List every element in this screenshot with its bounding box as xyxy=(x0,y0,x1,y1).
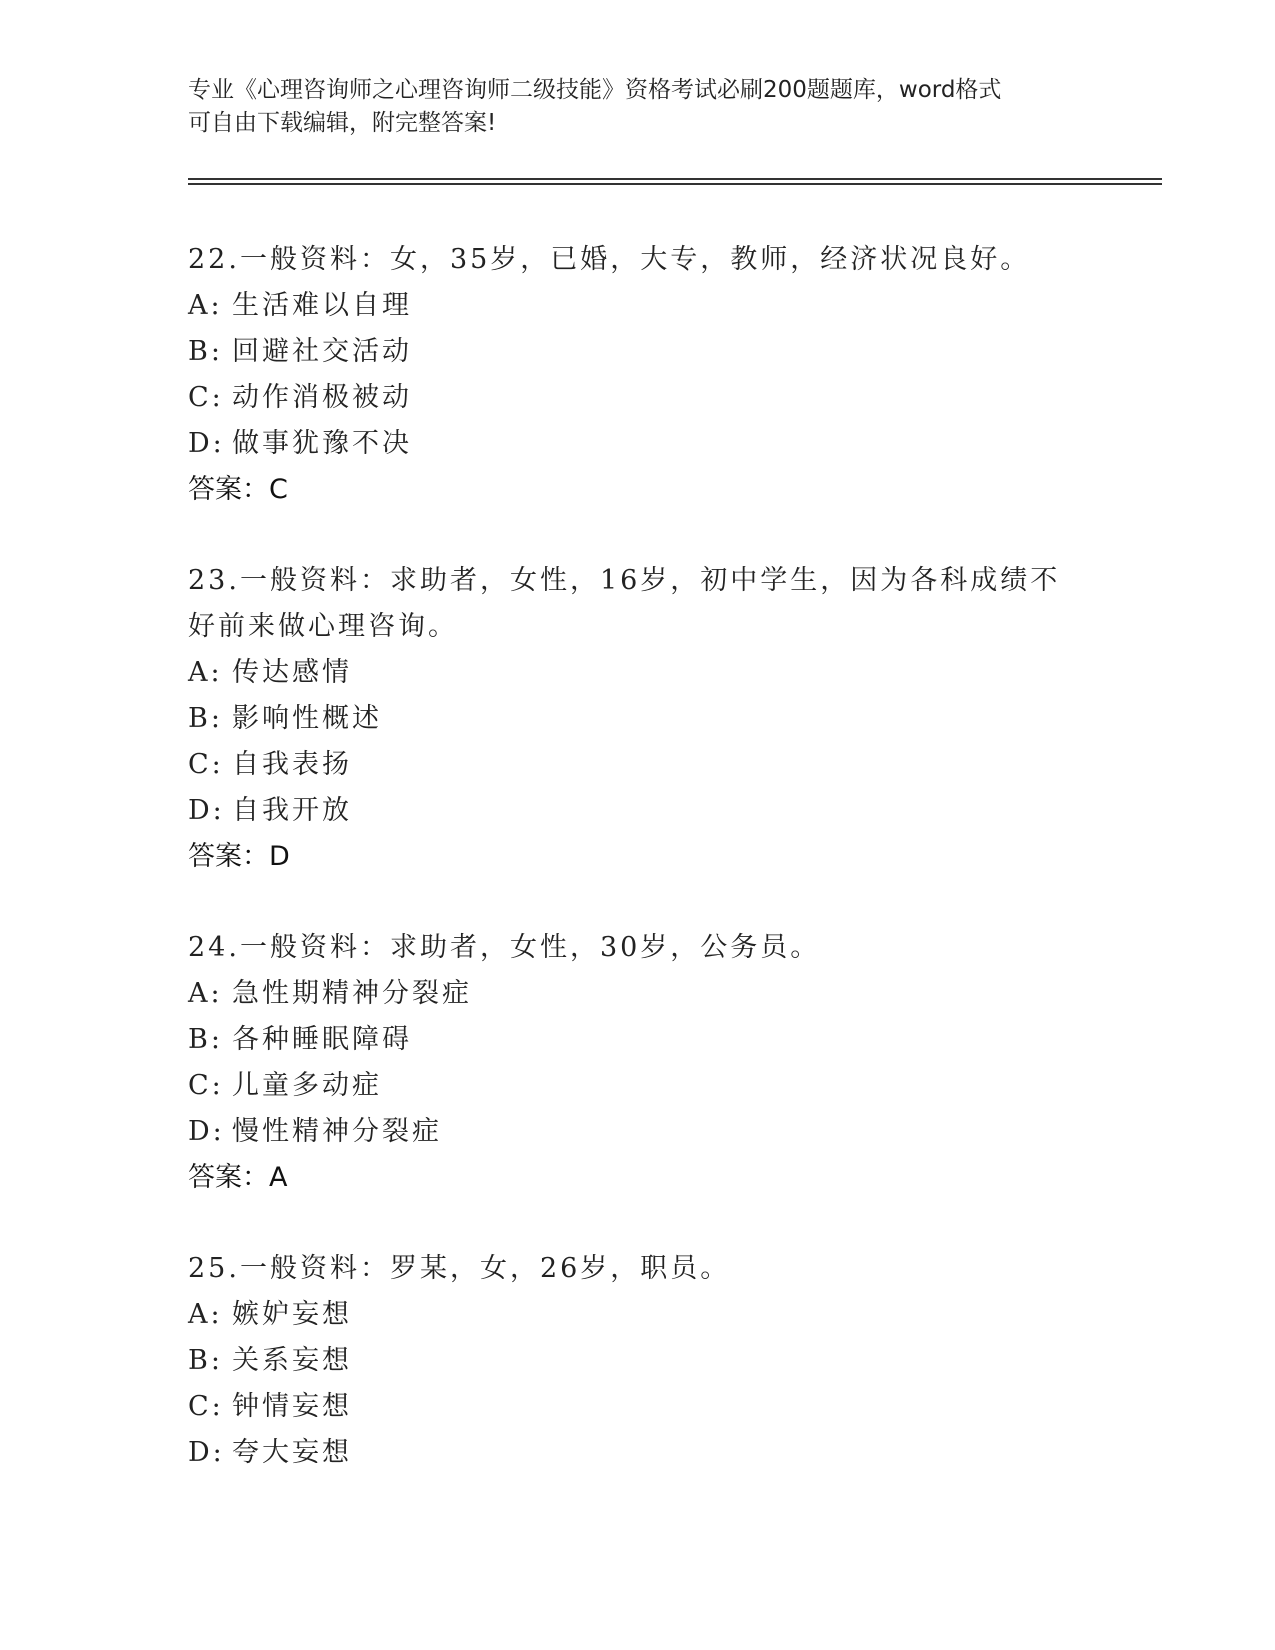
question-stem: 23.一般资料：求助者，女性，16岁，初中学生，因为各科成绩不好前来做心理咨询。 xyxy=(188,565,1061,642)
option-text: 回避社交活动 xyxy=(232,336,412,367)
option-d xyxy=(188,421,1148,467)
header-line-1: 专业《心理咨询师之心理咨询师二级技能》资格考试必刷200题题库，word格式 xyxy=(188,77,1002,103)
option-text: 自我开放 xyxy=(232,795,352,826)
answer-line: 答案：D xyxy=(188,841,290,872)
option-text: 生活难以自理 xyxy=(232,290,412,321)
option-b xyxy=(188,696,1148,742)
question-stem: 22.一般资料：女，35岁，已婚，大专，教师，经济状况良好。 xyxy=(188,244,1031,275)
option-d xyxy=(188,1430,1148,1476)
question-23 xyxy=(188,558,1148,880)
option-letter: B: xyxy=(188,703,223,734)
option-letter: D: xyxy=(188,1437,225,1468)
option-b xyxy=(188,329,1148,375)
option-b xyxy=(188,1338,1148,1384)
option-text: 关系妄想 xyxy=(232,1345,352,1376)
option-a xyxy=(188,650,1148,696)
option-letter: C: xyxy=(188,749,224,780)
option-text: 嫉妒妄想 xyxy=(232,1299,352,1330)
question-24 xyxy=(188,925,1148,1201)
option-a xyxy=(188,283,1148,329)
header-divider-top xyxy=(188,178,1162,180)
option-d xyxy=(188,788,1148,834)
option-text: 动作消极被动 xyxy=(232,382,412,413)
option-letter: B: xyxy=(188,336,223,367)
question-22 xyxy=(188,237,1148,513)
option-text: 做事犹豫不决 xyxy=(232,428,412,459)
option-text: 影响性概述 xyxy=(232,703,382,734)
option-text: 自我表扬 xyxy=(232,749,352,780)
question-25 xyxy=(188,1246,1148,1476)
option-c xyxy=(188,375,1148,421)
option-b xyxy=(188,1017,1148,1063)
option-letter: B: xyxy=(188,1345,223,1376)
header-divider-bottom xyxy=(188,183,1162,185)
option-letter: A: xyxy=(188,657,223,688)
answer-line: 答案：A xyxy=(188,1162,288,1193)
option-text: 慢性精神分裂症 xyxy=(232,1116,442,1147)
option-text: 钟情妄想 xyxy=(232,1391,352,1422)
option-letter: A: xyxy=(188,978,223,1009)
option-letter: C: xyxy=(188,1391,224,1422)
question-stem: 24.一般资料：求助者，女性，30岁，公务员。 xyxy=(188,932,821,963)
question-list xyxy=(188,237,1148,1521)
option-c xyxy=(188,742,1148,788)
option-d xyxy=(188,1109,1148,1155)
option-c xyxy=(188,1063,1148,1109)
option-text: 儿童多动症 xyxy=(232,1070,382,1101)
document-header xyxy=(188,74,1088,140)
header-line-2: 可自由下载编辑，附完整答案! xyxy=(188,110,497,136)
option-a xyxy=(188,971,1148,1017)
option-letter: D: xyxy=(188,428,225,459)
option-letter: C: xyxy=(188,1070,224,1101)
answer-line: 答案：C xyxy=(188,474,288,505)
question-stem: 25.一般资料：罗某，女，26岁，职员。 xyxy=(188,1253,731,1284)
option-letter: A: xyxy=(188,290,223,321)
option-letter: D: xyxy=(188,1116,225,1147)
option-c xyxy=(188,1384,1148,1430)
option-letter: C: xyxy=(188,382,224,413)
option-text: 传达感情 xyxy=(232,657,352,688)
option-text: 急性期精神分裂症 xyxy=(232,978,472,1009)
option-letter: B: xyxy=(188,1024,223,1055)
option-letter: A: xyxy=(188,1299,223,1330)
option-text: 各种睡眠障碍 xyxy=(232,1024,412,1055)
option-letter: D: xyxy=(188,795,225,826)
option-a xyxy=(188,1292,1148,1338)
option-text: 夸大妄想 xyxy=(232,1437,352,1468)
